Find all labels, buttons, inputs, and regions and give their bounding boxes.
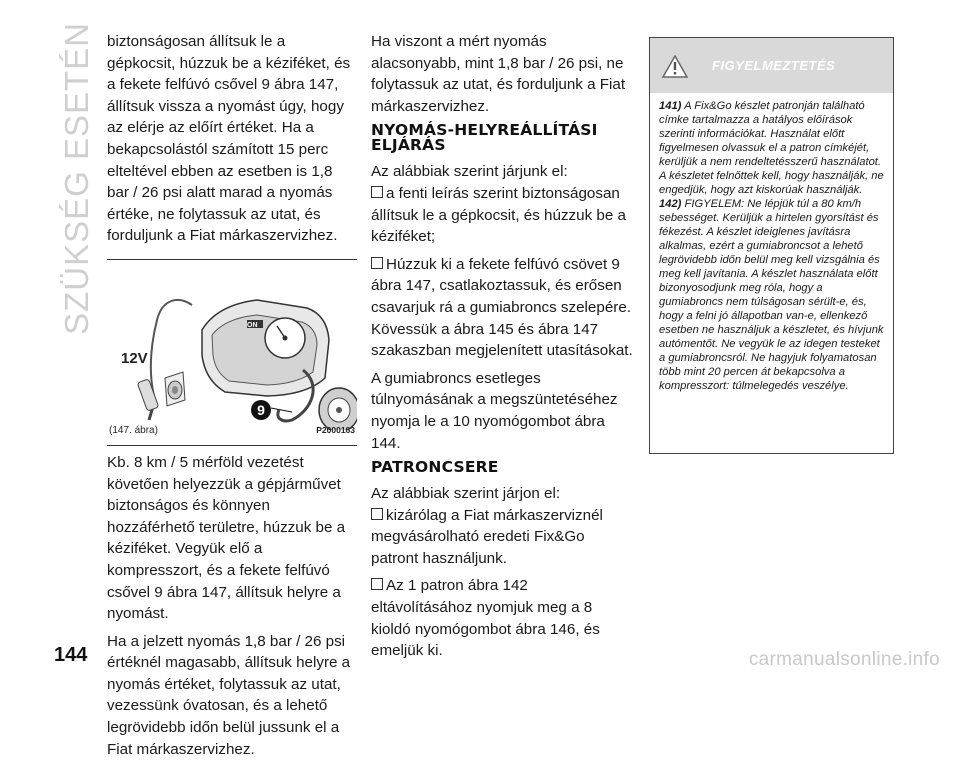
paragraph: biztonságosan állítsuk le a gépkocsit, húzzuk be a kéziféket, és a fekete felfúvó csővel 9 ábra 147, állítsuk vissza a nyomást úgy, hogy az elérje az előírt értéket. Ha a bekapcsolástól számított 15 perc elteltével ebben az esetben is 1,8 bar / 26 psi alatt marad a nyomás értéke, ne folytassuk az utat, és forduljunk a Fiat márkaszervizhez. <box>107 33 351 245</box>
paragraph: Ha a jelzett nyomás 1,8 bar / 26 psi értéknél magasabb, állítsuk helyre a nyomás értéket, folytassuk az utat, vezessünk óvatosan, és a lehető legrövidebb időn belül jussunk el a Fiat márkaszervizhez. <box>107 632 351 758</box>
list-item-text: Húzzuk ki a fekete felfúvó csövet 9 ábra 147, csatlakoztassuk, és erősen csavarjuk rá a gumiabroncs szelepére. Kövessük a ábra 145 és ábra 147 szakaszban megjelenített utasításokat. <box>371 255 633 360</box>
paragraph: Az alábbiak szerint járjunk el: <box>371 163 568 181</box>
warning-number: 141) <box>659 100 682 112</box>
list-item <box>371 505 633 570</box>
column-left <box>107 31 357 766</box>
warning-number: 142) <box>659 198 682 210</box>
column-middle <box>371 31 633 668</box>
paragraph: A gumiabroncs esetleges túlnyomásának a megszüntetéséhez nyomja le a 10 nyomógombot ábra 144. <box>371 369 618 452</box>
section-heading-cartridge: PATRONCSERE <box>371 458 499 477</box>
warning-item <box>659 99 885 197</box>
figure-code: P2000163 <box>316 425 355 436</box>
callout-9: 9 <box>257 401 265 418</box>
list-item-text: Az 1 patron ábra 142 eltávolításához nyomjuk meg a 8 kioldó nyomógombot ábra 146, és emeljük ki. <box>371 577 600 660</box>
checkbox-bullet-icon <box>371 508 383 520</box>
figure-147 <box>107 259 357 446</box>
warning-header <box>650 38 893 93</box>
checkbox-bullet-icon <box>371 578 383 590</box>
warning-text: FIGYELEM: Ne lépjük túl a 80 km/h sebességet. Kerüljük a hirtelen gyorsítást és fékezést. A készlet ideiglenes javításra alkalmas, ezért a gumiabroncsot a lehető legrövidebb időn belül meg kell vizsgálnia és meg kell javítania. A készlet használata előtt bizonyosodjunk meg róla, hogy a gumiabroncs nem túlságosan sérült-e, és, hogy a felni jó állapotban van-e, ellenkező esetben ne használjuk a készletet, és hívjunk autómentőt. Ne vegyük le az idegen testeket a gumiabroncsról. Ne hagyjuk folyamatosan több mint 20 percen át bekapcsolva a kompresszort: túlmelegedés veszélye. <box>659 198 884 392</box>
paragraph: Az alábbiak szerint járjon el: <box>371 485 561 503</box>
warning-triangle-icon <box>662 55 688 78</box>
page-number: 144 <box>54 644 88 666</box>
paragraph: Ha viszont a mért nyomás alacsonyabb, mint 1,8 bar / 26 psi, ne folytassuk az utat, és forduljunk a Fiat márkaszervizhez. <box>371 33 626 115</box>
list-item <box>371 254 633 362</box>
list-item-text: a fenti leírás szerint biztonságosan állítsuk le a gépkocsit, és húzzuk be a kéziféket; <box>371 184 626 246</box>
compressor-illustration <box>107 260 357 430</box>
section-heading-pressure-reset: NYOMÁS-HELYREÁLLÍTÁSI ELJÁRÁS <box>371 121 598 155</box>
list-item <box>371 183 633 248</box>
warning-text: A Fix&Go készlet patronján található címke tartalmazza a hatályos előírások szerinti információkat. Használat előtt figyelmesen olvassuk el a patron címkéjét, kerüljük a nem rendeltetésszerű használatot. A készletet felnőttek kell, hogy használják, ne engedjük, hogy azt kiskorúak használják. <box>659 100 884 196</box>
warning-body <box>650 93 893 393</box>
warning-item <box>659 197 885 393</box>
section-side-tab-label: SZÜKSÉG ESETÉN <box>58 22 95 335</box>
checkbox-bullet-icon <box>371 257 383 269</box>
figure-caption: (147. ábra) <box>109 425 158 437</box>
warning-box <box>649 37 894 454</box>
on-label: ON <box>247 321 258 329</box>
watermark: carmanualsonline.info <box>748 649 940 670</box>
list-item-text: kizárólag a Fiat márkaszerviznél megvásárolható eredeti Fix&Go patront használjunk. <box>371 506 603 567</box>
checkbox-bullet-icon <box>371 186 383 198</box>
warning-title: FIGYELMEZTETÉS <box>712 58 836 73</box>
paragraph: Kb. 8 km / 5 mérföld vezetést követően helyezzük a gépjárművet biztonságos és könnyen hozzáférhető területre, húzzuk be a kéziféket. Vegyük elő a kompresszort, és a fekete felfúvó csővel 9 ábra 147, állítsuk helyre a nyomást. <box>107 453 346 623</box>
label-12v: 12V <box>121 349 148 367</box>
section-side-tab <box>58 22 95 335</box>
list-item <box>371 575 633 661</box>
